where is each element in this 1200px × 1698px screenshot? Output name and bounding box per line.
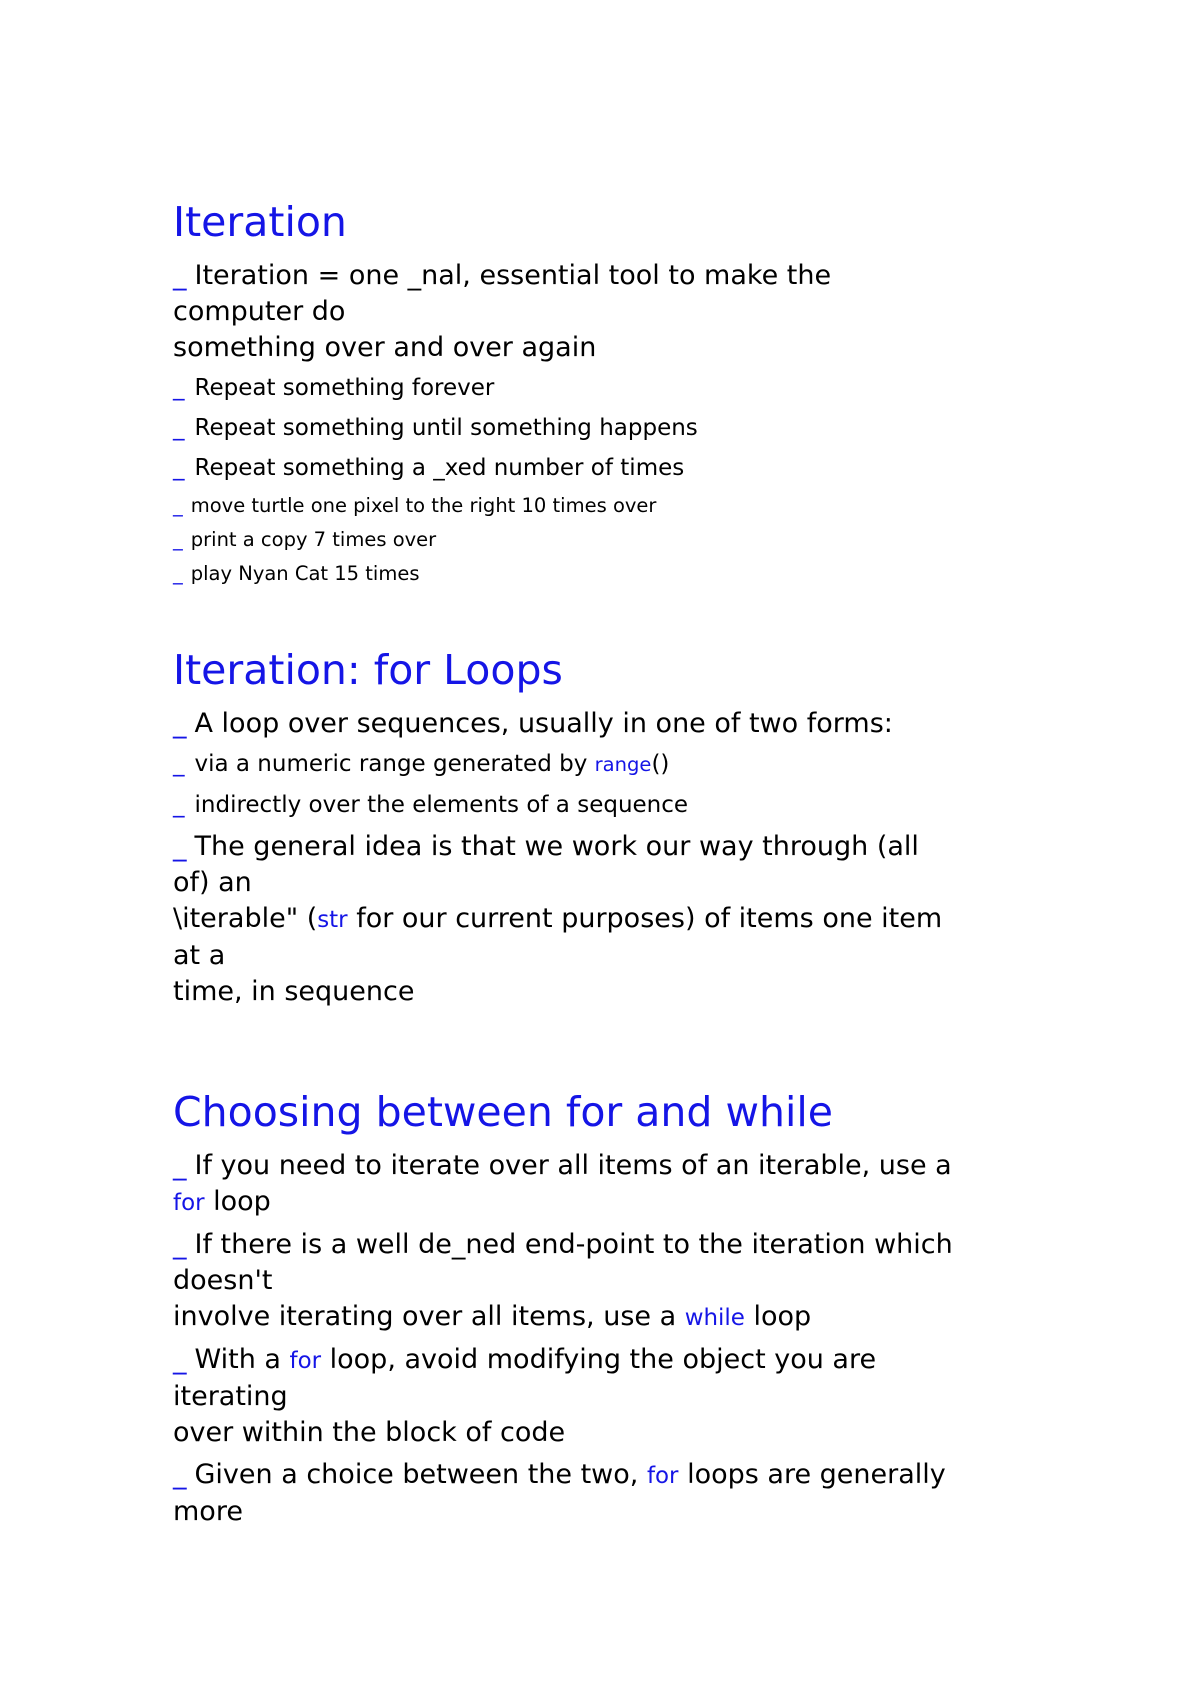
bullet-text: computer do (173, 296, 346, 327)
bullet-text: A loop over sequences, usually in one of two forms: (194, 708, 893, 739)
bullet-item (173, 1457, 1053, 1530)
bullet-text: Repeat something until something happens (194, 415, 698, 441)
bullet-text: time, in sequence (173, 976, 415, 1007)
bullet-text: Repeat something a _xed number of times (194, 455, 685, 481)
bullet-text: indirectly over the elements of a sequence (194, 792, 689, 818)
bullet-text: doesn't (173, 1265, 273, 1296)
bullet-text: iterating (173, 1381, 288, 1412)
bullet-mark: _ (173, 831, 187, 862)
bullet-text: Iteration = one _nal, essential tool to make the (194, 260, 832, 291)
code-keyword: for (289, 1348, 322, 1374)
bullet-text: move turtle one pixel to the right 10 times over (190, 494, 657, 517)
bullet-text: of) an (173, 867, 252, 898)
bullet-item (173, 706, 1053, 742)
section-heading: Choosing between for and while (173, 1088, 834, 1136)
bullet-mark: _ (173, 751, 185, 777)
bullet-mark: _ (173, 494, 183, 517)
bullet-text: loops are generally (678, 1459, 946, 1490)
bullet-mark: _ (173, 562, 183, 585)
bullet-item (173, 412, 1053, 444)
spacer (173, 594, 1053, 644)
bullet-text: via a numeric range generated by (194, 751, 595, 777)
bullet-mark: _ (173, 1229, 187, 1260)
bullet-mark: _ (173, 260, 187, 291)
bullet-item (173, 526, 1053, 554)
section-heading: Iteration (173, 198, 347, 246)
bullet-mark: _ (173, 792, 185, 818)
code-keyword: while (684, 1305, 745, 1331)
bullet-item (173, 789, 1053, 821)
bullet-text: more (173, 1496, 243, 1527)
bullet-text: loop, avoid modifying the object you are (321, 1344, 877, 1375)
bullet-item (173, 1148, 1053, 1221)
bullet-item (173, 1342, 1053, 1451)
bullet-text: With a (194, 1344, 290, 1375)
bullet-text: for our current purposes) of items one item (347, 903, 943, 934)
bullet-text: The general idea is that we work our way through (all (194, 831, 919, 862)
bullet-mark: _ (173, 1459, 187, 1490)
code-keyword: str (317, 907, 348, 933)
bullet-item (173, 492, 1053, 520)
document-page (173, 196, 1053, 1536)
bullet-text: Given a choice between the two, (194, 1459, 647, 1490)
bullet-item (173, 829, 1053, 1010)
bullet-text: something over and over again (173, 332, 597, 363)
bullet-item (173, 748, 1053, 781)
bullet-item (173, 1227, 1053, 1336)
spacer (173, 1016, 1053, 1086)
bullet-text: loop (744, 1301, 812, 1332)
bullet-text: involve iterating over all items, use a (173, 1301, 685, 1332)
bullet-item (173, 560, 1053, 588)
bullet-mark: _ (173, 455, 185, 481)
code-keyword: for (173, 1190, 205, 1216)
bullet-item (173, 452, 1053, 484)
code-keyword: for (646, 1463, 679, 1489)
bullet-text: If you need to iterate over all items of an iterable, use a (194, 1150, 952, 1181)
section-for-loops (173, 644, 1053, 1010)
bullet-text: at a (173, 940, 226, 971)
section-iteration (173, 196, 1053, 588)
section-heading: Iteration: for Loops (173, 646, 563, 694)
section-choosing (173, 1086, 1053, 1530)
bullet-mark: _ (173, 1150, 187, 1181)
bullet-text: play Nyan Cat 15 times (190, 562, 420, 585)
bullet-text: loop (204, 1186, 271, 1217)
bullet-text: \iterable" ( (173, 903, 318, 934)
bullet-item (173, 258, 1053, 366)
bullet-text: print a copy 7 times over (190, 528, 437, 551)
code-keyword: range (594, 753, 652, 776)
bullet-text: If there is a well de_ned end-point to the iteration which (194, 1229, 953, 1260)
bullet-text: Repeat something forever (194, 375, 495, 401)
bullet-mark: _ (173, 528, 183, 551)
bullet-mark: _ (173, 1344, 187, 1375)
bullet-mark: _ (173, 708, 187, 739)
bullet-mark: _ (173, 415, 185, 441)
bullet-mark: _ (173, 375, 185, 401)
bullet-text: over within the block of code (173, 1417, 566, 1448)
bullet-text: () (651, 751, 670, 777)
bullet-item (173, 372, 1053, 404)
